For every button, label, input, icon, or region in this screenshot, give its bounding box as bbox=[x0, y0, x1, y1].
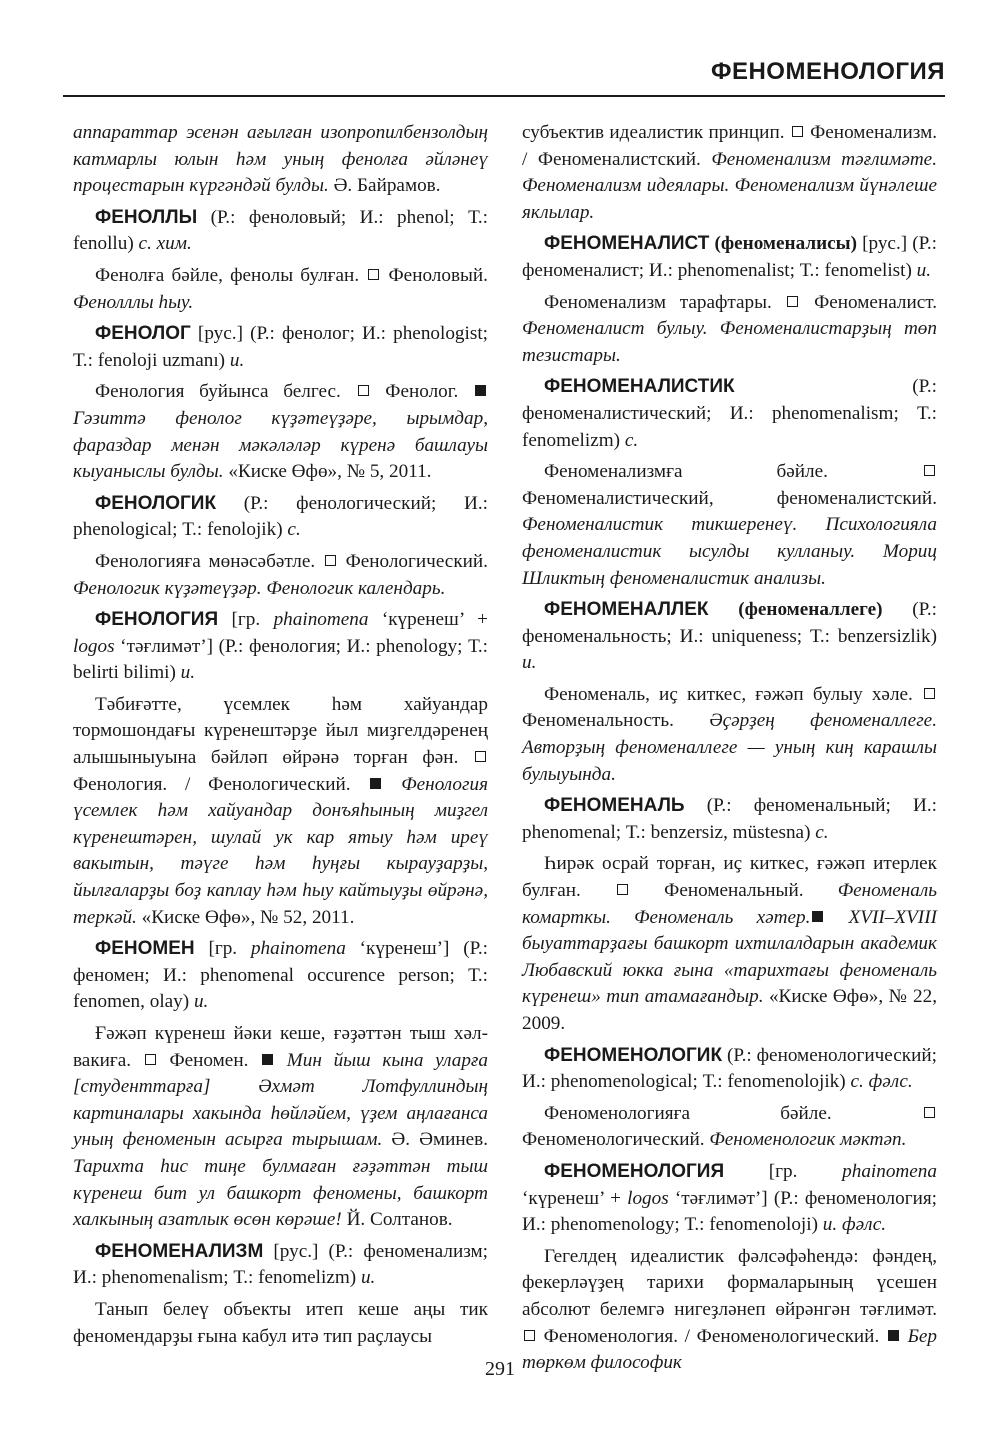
russian-equivalent: Фенолог. bbox=[370, 381, 473, 403]
etymology: [гр. bbox=[218, 609, 274, 631]
definition-text: субъектив идеалистик принцип. bbox=[522, 122, 790, 143]
grammar-label: и. фәлс. bbox=[822, 1214, 887, 1236]
etymology: (Р.: феноменальность; И.: uniqueness; Т.: benzersizlik) bbox=[522, 599, 937, 647]
definition bbox=[73, 379, 488, 485]
headword: ФЕНОМЕНАЛИЗМ bbox=[95, 1240, 264, 1262]
white-square-icon bbox=[787, 296, 798, 307]
headword: ФЕНОМЕНАЛЛЕК bbox=[544, 599, 709, 621]
definition-text: Феноменологияға бәйле. bbox=[544, 1102, 922, 1124]
entry-fenomenologik bbox=[522, 1043, 937, 1096]
white-square-icon bbox=[792, 126, 803, 137]
usage-example: Мин йыш кына уларға [студенттарға] Әхмәт Лотфуллиндың картиналары хакында һөйләйем, үҙем аңлағанса уның феноменын асырға тырышам. bbox=[73, 1049, 488, 1151]
entry-fenomen bbox=[73, 936, 488, 1016]
entry-fenologiya bbox=[73, 607, 488, 687]
entry-continuation bbox=[73, 120, 488, 200]
entry-fenomenalist bbox=[522, 231, 937, 284]
headword-variant: (феноменалисы) bbox=[714, 233, 858, 255]
black-square-icon bbox=[262, 1054, 273, 1065]
russian-equivalent: Феноменология. / Феноменологический. bbox=[537, 1325, 886, 1347]
white-square-icon bbox=[524, 1330, 535, 1341]
definition bbox=[73, 692, 488, 931]
headword: ФЕНОМЕНАЛИСТИК bbox=[544, 376, 735, 398]
running-head: ФЕНОМЕНОЛОГИЯ bbox=[710, 58, 945, 85]
definition-text: Һирәк осрай торған, иҫ киткес, ғәжәп итерлек булған. bbox=[522, 853, 937, 902]
entry-fenomenalistik bbox=[522, 374, 937, 454]
headword: ФЕНОЛОГ bbox=[95, 323, 191, 345]
white-square-icon bbox=[924, 465, 935, 476]
right-column bbox=[522, 120, 937, 1382]
headword: ФЕНОМЕН bbox=[95, 938, 195, 960]
definition bbox=[73, 549, 488, 602]
white-square-icon bbox=[145, 1054, 156, 1065]
usage-example: Феноменологик мәктәп. bbox=[709, 1129, 907, 1151]
headword: ФЕНОМЕНОЛОГИЯ bbox=[544, 1160, 725, 1182]
russian-equivalent: Феномен. bbox=[157, 1049, 261, 1071]
russian-equivalent: Феноменализм. / Феноменалистский. bbox=[522, 122, 938, 170]
usage-example: Феноменализм тәғлимәте. Феноменализм идеялары. Феноменализм йүнәлеше яклылар. bbox=[522, 148, 937, 223]
russian-equivalent: Фенология. / Фенологический. bbox=[73, 773, 369, 795]
white-square-icon bbox=[924, 1107, 935, 1118]
definition-text: Фенологияға мөнәсәбәтле. bbox=[95, 550, 323, 572]
grammar-label: и. bbox=[916, 259, 932, 281]
definition-text: Феноменаль, иҫ киткес, ғәжәп булыу хәле. bbox=[544, 683, 922, 705]
entry-fenomenal bbox=[522, 793, 937, 846]
russian-equivalent: Феноловый. bbox=[381, 264, 488, 286]
russian-equivalent: Феноменалист. bbox=[800, 291, 937, 313]
white-square-icon bbox=[358, 385, 369, 396]
etymology: (Р.: феноменалистический; И.: phenomenalism; Т.: fenomelizm) bbox=[522, 376, 937, 451]
definition bbox=[73, 263, 488, 316]
russian-equivalent: Феноменальный. bbox=[630, 880, 838, 902]
white-square-icon bbox=[368, 269, 379, 280]
usage-example: Фенолллы һыу. bbox=[73, 291, 194, 313]
definition-text: Феноменализмға бәйле. bbox=[544, 461, 922, 483]
header-rule bbox=[63, 95, 945, 97]
definition-text: Ғәжәп күренеш йәки кеше, ғәҙәттән тыш хәл-вакиға. bbox=[73, 1023, 488, 1071]
definition bbox=[522, 290, 937, 370]
etymology: [рус.] (Р.: фенолог; И.: phenologist; Т.: fenoloji uzmanı) bbox=[73, 323, 488, 371]
definition bbox=[73, 1021, 488, 1234]
usage-example: Фенология үсемлек һәм хайуандар донъяһының миҙгел күренештәрен, шулай ук кар ятыу һәм иреү вакытын, тәүге һәм һуңғы кырауҙарҙы, йылғаларҙы боҙ каплау һәм һыу кайтыуҙы өйрәнә, теркәй. bbox=[73, 773, 488, 928]
definition-text: Гегелдең идеалистик фәлсәфәһендә: фәндең, фекерләүҙең тарихи формаларының үсешен абсолют белемгә нигеҙләнеп өйрәнгән тәғлимәт. bbox=[522, 1245, 937, 1320]
citation: «Киске Өфө», № 22, 2009. bbox=[522, 986, 937, 1034]
etymology: [рус.] (Р.: феноменалист; И.: phenomenalist; Т.: fenomelist) bbox=[522, 233, 937, 281]
usage-example: Тарихта һис тиңе булмаған ғәҙәттән тыш күренеш бит ул башкорт феномены, башкорт халкының азатлык өсөн көрәше! bbox=[73, 1155, 488, 1231]
black-square-icon bbox=[475, 385, 486, 396]
black-square-icon bbox=[812, 911, 823, 922]
grammar-label: и. bbox=[360, 1267, 376, 1289]
headword: ФЕНОЛОГИЯ bbox=[95, 609, 219, 631]
grammar-label: с. bbox=[287, 519, 301, 541]
etymology: [рус.] (Р.: феноменализм; И.: phenomenalism; Т.: fenomelizm) bbox=[73, 1240, 488, 1289]
entry-fenologik bbox=[73, 491, 488, 544]
etymology: (Р.: феноловый; И.: phenol; Т.: fenollu) bbox=[73, 206, 488, 255]
usage-example: Феноменаль комарткы. Феноменаль хәтер. bbox=[522, 880, 938, 928]
etymology: ‘тәғлимәт’] (Р.: феноменология; И.: phenomenology; Т.: fenomenoloji) bbox=[522, 1187, 938, 1236]
grammar-label: и. bbox=[522, 652, 537, 674]
entry-fenolly bbox=[73, 205, 488, 258]
citation: «Киске Өфө», № 52, 2011. bbox=[136, 906, 355, 928]
definition bbox=[73, 1297, 488, 1350]
example-italic: аппараттар эсенән ағылған изопропилбензолдың катмарлы юлын һәм уның фенолға әйләнеү процестарын күргәндәй булды. bbox=[73, 122, 488, 197]
russian-equivalent: Феноменальность. bbox=[522, 710, 710, 732]
entry-fenomenallek bbox=[522, 597, 937, 677]
citation: Ә. Байрамов. bbox=[328, 175, 441, 197]
entry-fenomenologiya bbox=[522, 1159, 937, 1239]
space bbox=[709, 599, 739, 620]
etymon: logos bbox=[73, 635, 115, 657]
definition bbox=[522, 459, 937, 592]
entry-fenolog bbox=[73, 321, 488, 374]
etymology: ‘тәғлимәт’] (Р.: фенология; И.: phenology; Т.: belirti bilimi) bbox=[73, 635, 488, 684]
usage-example: XVII–XVIII быуаттарҙағы башкорт ихтилалдарын академик Любавский юкка ғына «тарихтағы феноменаль күренеш» тип атамағандыр. bbox=[522, 906, 937, 1008]
white-square-icon bbox=[325, 555, 336, 566]
grammar-label: и. bbox=[193, 991, 209, 1013]
definition-text: Фенология буйынса белгес. bbox=[95, 381, 356, 403]
grammar-label: с. bbox=[815, 821, 829, 843]
black-square-icon bbox=[888, 1330, 899, 1341]
definition-continuation bbox=[522, 120, 937, 226]
grammar-label: с. bbox=[624, 429, 639, 451]
grammar-label: с. хим. bbox=[138, 233, 192, 255]
black-square-icon bbox=[370, 778, 381, 789]
usage-example: Әҫәрҙең феноменаллеге. Авторҙың феноменаллеге — уның киң карашлы булыуында. bbox=[522, 710, 937, 785]
usage-example: Феноменалистик тикшеренеү. Психологияла феноменалистик ысулды кулланыу. Мориц Шликтың феноменалистик анализы. bbox=[522, 514, 937, 589]
russian-equivalent: Фенологический. bbox=[337, 550, 488, 572]
etymology: ‘күренеш’] (Р.: феномен; И.: phenomenal occurence person; Т.: fenomen, olay) bbox=[73, 938, 489, 1013]
etymology: (Р.: фенологический; И.: phenological; Т.: fenolojik) bbox=[73, 492, 488, 541]
etymon: phainomena bbox=[250, 938, 346, 960]
grammar-label: с. фәлс. bbox=[850, 1071, 913, 1093]
usage-example: Фенологик күҙәтеүҙәр. Фенологик календарь. bbox=[73, 577, 446, 599]
russian-equivalent: Феноменалистический, феноменалистский. bbox=[522, 487, 937, 509]
white-square-icon bbox=[617, 884, 628, 895]
headword: ФЕНОЛОГИК bbox=[95, 492, 217, 514]
citation: «Киске Өфө», № 5, 2011. bbox=[223, 461, 432, 483]
definition-text: Танып белеү объекты итеп кеше аңы тик феномендарҙы ғына кабул итә тип раҫлаусы bbox=[73, 1298, 488, 1347]
etymology: (Р.: феноменальный; И.: phenomenal; Т.: benzersiz, müstesna) bbox=[522, 795, 937, 843]
headword: ФЕНОМЕНАЛЬ bbox=[544, 795, 685, 817]
headword: ФЕНОЛЛЫ bbox=[95, 206, 198, 228]
definition bbox=[522, 1101, 937, 1154]
grammar-label: и. bbox=[180, 662, 196, 684]
definition bbox=[522, 1244, 937, 1377]
usage-example: Феноменалист булыу. Феноменалистарҙың төп тезистары. bbox=[522, 318, 937, 366]
headword: ФЕНОМЕНАЛИСТ bbox=[544, 233, 710, 255]
definition-text: Фенолға бәйле, фенолы булған. bbox=[95, 264, 367, 286]
russian-equivalent: Феноменологический. bbox=[522, 1129, 710, 1151]
etymon: logos bbox=[627, 1187, 669, 1209]
headword-variant: (феноменаллеге) bbox=[738, 599, 883, 621]
definition-text: Тәбиғәтте, үсемлек һәм хайуандар тормошондағы күренештәрҙе йыл миҙгелдәренең алышыныуына бәйләп өйрәнә торған фән. bbox=[73, 693, 488, 769]
definition-text: Феноменализм тарафтары. bbox=[544, 291, 786, 313]
etymology: [гр. bbox=[724, 1160, 843, 1182]
white-square-icon bbox=[924, 688, 935, 699]
headword: ФЕНОМЕНОЛОГИК bbox=[544, 1044, 723, 1066]
definition bbox=[522, 851, 937, 1037]
etymon: phainomena bbox=[842, 1160, 937, 1182]
etymology: [гр. bbox=[194, 938, 251, 960]
white-square-icon bbox=[475, 751, 486, 762]
grammar-label: и. bbox=[229, 349, 245, 371]
citation: Ә. Әминев. bbox=[382, 1129, 488, 1151]
left-column bbox=[73, 120, 488, 1355]
entry-fenomenalizm bbox=[73, 1239, 488, 1292]
definition bbox=[522, 682, 937, 788]
usage-example: Гәзиттә фенолог күҙәтеүҙәре, ырымдар, фараздар менән мәкәләләр күренә башлауы кыуаныслы булды. bbox=[73, 407, 488, 483]
usage-example: Бер төркөм философик bbox=[522, 1325, 937, 1374]
citation: Й. Солтанов. bbox=[341, 1209, 453, 1231]
etymon: phainomena bbox=[273, 609, 369, 631]
etymology: ‘күренеш’ + bbox=[368, 609, 489, 631]
page-number: 291 bbox=[485, 1358, 515, 1380]
etymology: ‘күренеш’ + bbox=[522, 1187, 628, 1209]
etymology: (Р.: феноменологический; И.: phenomenological; Т.: fenomenolojik) bbox=[522, 1044, 937, 1093]
